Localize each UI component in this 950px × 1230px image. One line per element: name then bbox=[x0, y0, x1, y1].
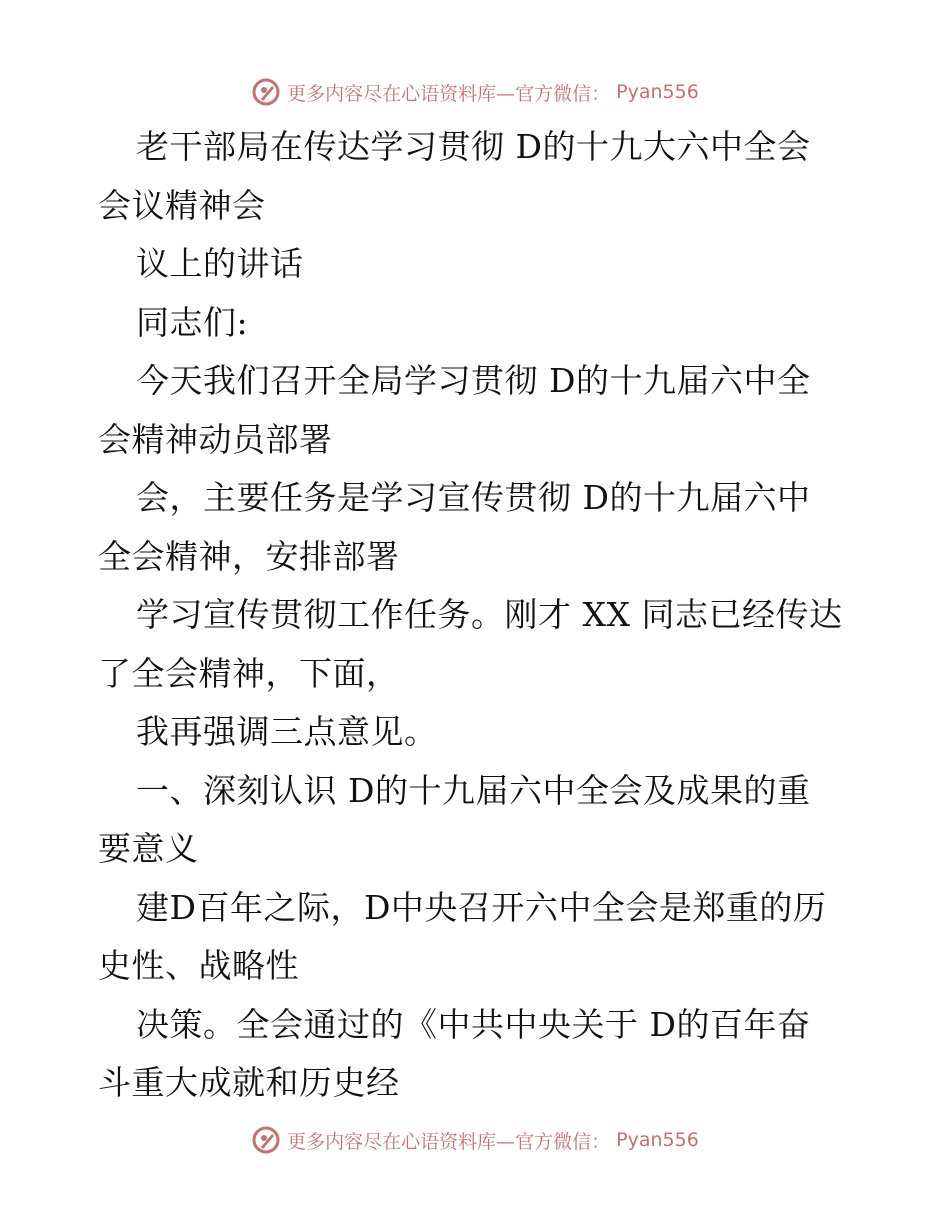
paragraph-line: 斗重大成就和历史经 bbox=[98, 1063, 400, 1102]
paragraph-line: 史性、战略性 bbox=[98, 946, 299, 985]
paragraph-line: 学习宣传贯彻工作任务。刚才 XX 同志已经传达 bbox=[136, 595, 843, 634]
paragraph-line: 全会精神，安排部署 bbox=[98, 536, 400, 576]
title-line-3: 议上的讲话 bbox=[136, 244, 304, 283]
pen-logo-icon bbox=[251, 77, 281, 107]
paragraph-line: 会，主要任务是学习宣传贯彻 D的十九届六中 bbox=[136, 478, 811, 517]
section-heading-line: 要意义 bbox=[98, 829, 199, 868]
paragraph-line: 了全会精神，下面， bbox=[98, 653, 400, 693]
footer-watermark bbox=[0, 1120, 950, 1160]
watermark-account: Pyan556 bbox=[616, 1129, 699, 1151]
watermark-text: 更多内容尽在心语资料库—官方微信： bbox=[287, 82, 611, 105]
watermark-account: Pyan556 bbox=[616, 81, 699, 103]
title-line-2: 会议精神会 bbox=[98, 185, 266, 225]
paragraph-line: 会精神动员部署 bbox=[98, 419, 333, 459]
title-line-1: 老干部局在传达学习贯彻 D的十九大六中全会 bbox=[136, 127, 811, 166]
document-body bbox=[98, 118, 868, 1113]
paragraph-line: 我再强调三点意见。 bbox=[136, 712, 438, 751]
watermark-text: 更多内容尽在心语资料库—官方微信： bbox=[287, 1130, 611, 1153]
paragraph-line: 建D百年之际，D中央召开六中全会是郑重的历 bbox=[136, 887, 827, 927]
paragraph-line: 决策。全会通过的《中共中央关于 D的百年奋 bbox=[136, 1004, 811, 1044]
pen-logo-icon bbox=[251, 1125, 281, 1155]
section-heading-line: 一、深刻认识 D的十九届六中全会及成果的重 bbox=[136, 770, 811, 810]
salutation: 同志们: bbox=[136, 302, 249, 342]
header-watermark bbox=[0, 72, 950, 112]
paragraph-line: 今天我们召开全局学习贯彻 D的十九届六中全 bbox=[136, 361, 811, 400]
